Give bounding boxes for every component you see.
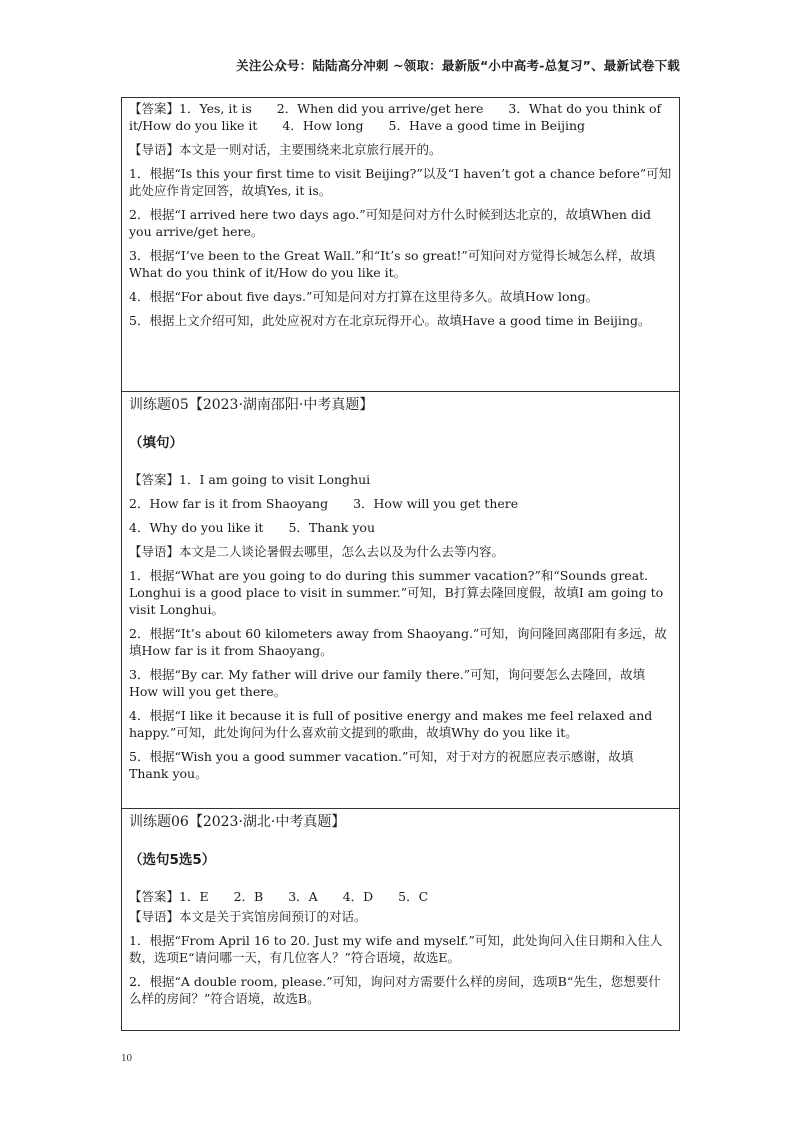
explanation-item: 2．根据“I arrived here two days ago.”可知是问对方什么时候到达北京的，故填When did you arrive/get here。 — [129, 207, 651, 239]
guide-line: 【导语】本文是一则对话，主要围绕来北京旅行展开的。 — [129, 142, 442, 157]
explanation-item: 2．根据“A double room, please.”可知，询问对方需要什么样的房间，选项B“先生，您想要什么样的房间？”符合语境，故选B。 — [129, 974, 661, 1006]
answer-line: 【答案】1．E 2．B 3．A 4．D 5．C — [129, 889, 429, 904]
section-subtitle: （填句） — [129, 435, 183, 451]
explanation-item: 1．根据“Is this your first time to visit Beijing?”以及“I haven’t got a chance before”可知此处应作肯定回答，故填Yes, it is。 — [129, 166, 672, 198]
answer-line: 2．How far is it from Shaoyang 3．How will you get there — [129, 496, 519, 511]
answer-line: 【答案】1．Yes, it is 2．When did you arrive/get here 3．What do you think of it/How do you like it 4．How long 5．Have a good time in Beijing — [129, 101, 662, 133]
explanation-item: 3．根据“By car. My father will drive our family there.”可知，询问要怎么去隆回，故填How will you get there。 — [129, 667, 646, 699]
answer-line: 【答案】1．I am going to visit Longhui — [129, 472, 371, 487]
section-title: 训练题05【2023·湖南邵阳·中考真题】 — [129, 397, 374, 413]
header-note: 关注公众号：陆陆高分冲刺 ~领取：最新版“小中高考-总复习”、最新试卷下载 — [236, 58, 680, 73]
explanation-item: 2．根据“It’s about 60 kilometers away from Shaoyang.”可知，询问隆回离邵阳有多远，故填How far is it from Shaoyang。 — [129, 626, 667, 658]
answer-table — [121, 97, 680, 1031]
section-06 — [122, 809, 679, 1030]
explanation-item: 1．根据“From April 16 to 20. Just my wife and myself.”可知，此处询问入住日期和入住人数，选项E“请问哪一天，有几位客人？”符合语境，故选E。 — [129, 933, 663, 965]
explanation-item: 5．根据“Wish you a good summer vacation.”可知，对于对方的祝愿应表示感谢，故填Thank you。 — [129, 749, 634, 781]
answer-line: 4．Why do you like it 5．Thank you — [129, 520, 375, 535]
explanation-item: 4．根据“I like it because it is full of positive energy and makes me feel relaxed and happy.”可知，此处询问为什么喜欢前文提到的歌曲，故填Why do you like it。 — [129, 708, 653, 740]
explanation-item: 3．根据“I’ve been to the Great Wall.”和“It’s so great!”可知问对方觉得长城怎么样，故填What do you think of it/How do you like it。 — [129, 248, 656, 280]
section-05 — [122, 392, 679, 809]
guide-line: 【导语】本文是关于宾馆房间预订的对话。 — [129, 909, 367, 924]
explanation-item: 5．根据上文介绍可知，此处应祝对方在北京玩得开心。故填Have a good time in Beijing。 — [129, 313, 651, 328]
section-title: 训练题06【2023·湖北·中考真题】 — [129, 814, 346, 830]
page-number: 10 — [121, 1052, 132, 1064]
explanation-item: 1．根据“What are you going to do during this summer vacation?”和“Sounds great. Longhui is a good place to visit in summer.”可知，B打算去隆回度假，故填I am going to visit Longhui。 — [129, 568, 664, 617]
section-04-answers — [122, 98, 679, 392]
explanation-item: 4．根据“For about five days.”可知是问对方打算在这里待多久。故填How long。 — [129, 289, 599, 304]
section-subtitle: （选句5选5） — [129, 852, 216, 868]
guide-line: 【导语】本文是二人谈论暑假去哪里，怎么去以及为什么去等内容。 — [129, 544, 505, 559]
